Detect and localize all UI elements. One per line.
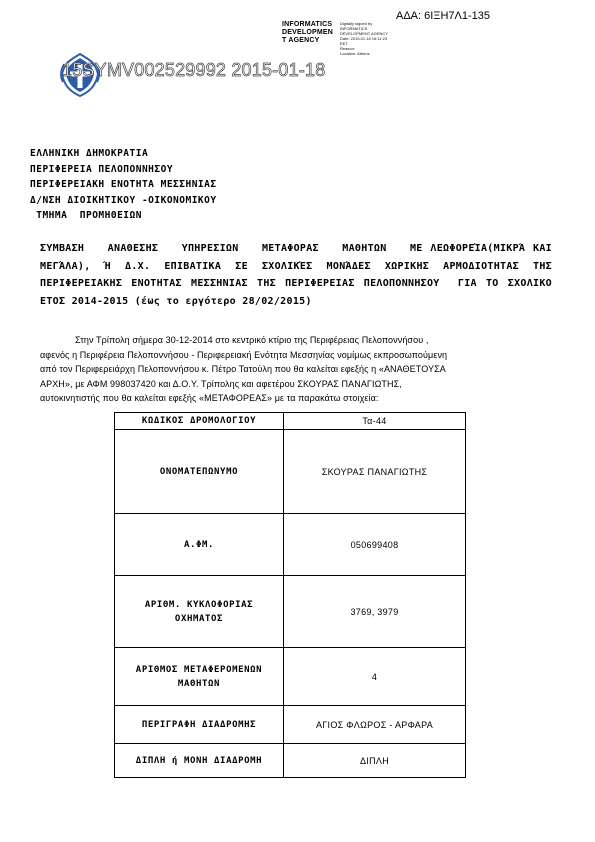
table-row — [115, 430, 466, 514]
contractor-details-table — [114, 412, 466, 778]
organization-heading — [30, 146, 217, 224]
signature-detail-line: Date: 2015.01.16 16:11:23 — [340, 36, 388, 41]
signature-details — [340, 21, 388, 56]
table-row — [115, 514, 466, 576]
signature-detail-line: EET — [340, 41, 348, 46]
route-description-value: ΑΓΙΟΣ ΦΛΩΡΟΣ - ΑΡΦΑΡΑ — [284, 706, 466, 744]
body-line: αυτοκινητιστής που θα καλείται εφεξής «ΜΕΤΑΦΟΡΕΑΣ» με τα παρακάτω στοιχεία: — [40, 393, 379, 403]
table-row — [115, 576, 466, 648]
route-code-value: Τα-44 — [284, 413, 466, 430]
body-line: Στην Τρίπολη σήμερα 30-12-2014 στο κεντρικό κτίριο της Περιφέρειας Πελοποννήσου , — [75, 335, 429, 345]
table-row — [115, 706, 466, 744]
students-count-value: 4 — [284, 648, 466, 706]
full-name-value: ΣΚΟΥΡΑΣ ΠΑΝΑΓΙΩΤΗΣ — [284, 430, 466, 514]
contract-title: ΣΥΜΒΑΣΗ ΑΝΑΘΕΣΗΣ ΥΠΗΡΕΣΙΩΝ ΜΕΤΑΦΟΡΑΣ ΜΑΘΗΤΩΝ ΜΕ ΛΕΩΦΟΡΕΊΑ(ΜΙΚΡΆ ΚΑΙ ΜΕΓΆΛΑ), Ή Δ.Χ. ΕΠΙΒΑΤΙΚΑ ΣΕ ΣΧΟΛΙΚΈΣ ΜΟΝΆΔΕΣ ΧΩΡΙΚΗΣ ΑΡΜΟΔΙΟΤΗΤΑΣ ΤΗΣ ΠΕΡΙΦΕΡΕΙΑΚΗΣ ΕΝΟΤΗΤΑΣ ΜΕΣΣΗΝΙΑΣ ΤΗΣ ΠΕΡΙΦΕΡΕΙΑΣ ΠΕΛΟΠΟΝΝΗΣΟΥ ΓΙΑ ΤΟ ΣΧΟΛΙΚΟ ΕΤΟΣ 2014-2015 (έως το εργότερο 28/02/2015) — [40, 243, 559, 307]
route-description-label: ΠΕΡΙΓΡΑΦΗ ΔΙΑΔΡΟΜΗΣ — [115, 706, 284, 744]
body-line: ΑΡΧΗ», με ΑΦΜ 998037420 και Δ.Ο.Υ. Τρίπολης και αφετέρου ΣΚΟΥΡΑΣ ΠΑΝΑΓΙΩΤΗΣ, — [40, 378, 402, 389]
signature-detail-line: Location: Athens — [340, 51, 370, 56]
plate-number-value: 3769, 3979 — [284, 576, 466, 648]
document-id-watermark: 15SYMV002529992 2015-01-18 — [62, 60, 326, 80]
full-name-label: ΟΝΟΜΑΤΕΠΩΝΥΜΟ — [115, 430, 284, 514]
contract-intro-paragraph — [40, 333, 552, 406]
plate-number-label: ΑΡΙΘΜ. ΚΥΚΛΟΦΟΡΙΑΣ ΟΧΗΜΑΤΟΣ — [115, 576, 284, 648]
tax-id-value: 050699408 — [284, 514, 466, 576]
org-line: ΕΛΛΗΝΙΚΗ ΔΗΜΟΚΡΑΤΙΑ — [30, 148, 149, 159]
tax-id-label: Α.ΦΜ. — [115, 514, 284, 576]
body-line: αφενός η Περιφέρεια Πελοποννήσου - Περιφερειακή Ενότητα Μεσσηνίας νομίμως εκπροσωπούμενη — [40, 349, 448, 360]
signature-detail-line: Digitally signed by — [340, 21, 373, 26]
org-line: ΠΕΡΙΦΕΡΕΙΑΚΗ ΕΝΟΤΗΤΑ ΜΕΣΣΗΝΙΑΣ — [30, 179, 217, 190]
students-count-label: ΑΡΙΘΜΟΣ ΜΕΤΑΦΕΡΟΜΕΝΩΝ ΜΑΘΗΤΩΝ — [115, 648, 284, 706]
route-type-label: ΔΙΠΛΗ ή ΜΟΝΗ ΔΙΑΔΡΟΜΗ — [115, 744, 284, 778]
signature-detail-line: DEVELOPMENT AGENCY — [340, 31, 388, 36]
org-line: ΠΕΡΙΦΕΡΕΙΑ ΠΕΛΟΠΟΝΝΗΣΟΥ — [30, 163, 174, 175]
table-row — [115, 413, 466, 430]
signature-detail-line: INFORMATICS — [340, 26, 368, 31]
signature-org-line: INFORMATICS — [282, 21, 333, 28]
table-row — [115, 648, 466, 706]
signature-org-line: T AGENCY — [282, 37, 320, 44]
table-row — [115, 744, 466, 778]
route-type-value: ΔΙΠΛΗ — [284, 744, 466, 778]
signature-detail-line: Reason: — [340, 46, 355, 51]
ada-code: ΑΔΑ: 6ΙΞΗ7Λ1-135 — [396, 10, 490, 22]
route-code-label: ΚΩΔΙΚΟΣ ΔΡΟΜΟΛΟΓΙΟΥ — [115, 413, 284, 430]
org-line: Δ/ΝΣΗ ΔΙΟΙΚΗΤΙΚΟΥ -ΟΙΚΟΝΟΜΙΚΟΥ — [30, 194, 217, 206]
org-line: ΤΜΗΜΑ ΠΡΟΜΗΘΕΙΩΝ — [30, 210, 142, 221]
signature-org-line: DEVELOPMEN — [282, 29, 334, 36]
signature-org-label — [282, 21, 333, 45]
body-line: από τον Περιφερειάρχη Πελοποννήσου κ. Πέτρο Τατούλη που θα καλείται εφεξής η «ΑΝΑΘΕΤΟΥΣΑ — [40, 364, 446, 374]
